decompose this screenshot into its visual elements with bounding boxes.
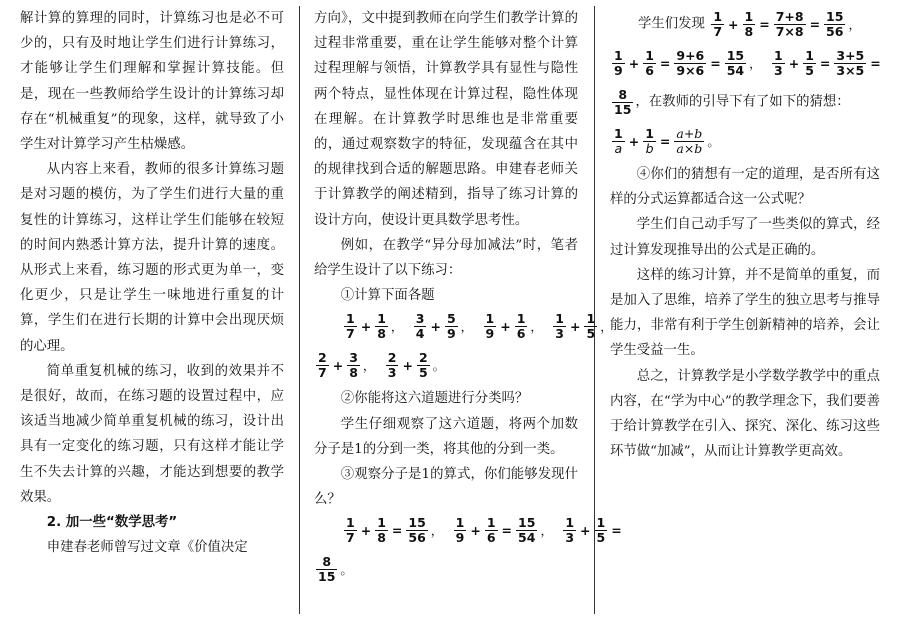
fraction: [772, 49, 785, 78]
column-divider: [299, 6, 300, 614]
math-token: 1: [774, 48, 783, 63]
math-token: 3: [565, 530, 575, 546]
math-token: 1: [596, 515, 606, 531]
math-token: 5: [446, 311, 456, 327]
math-token: a+b: [676, 126, 703, 141]
sum-line: [314, 512, 622, 551]
math-token: 9: [446, 326, 456, 342]
math-token: 7×8: [775, 24, 804, 39]
math-token: 8: [349, 365, 358, 381]
math-token: =: [659, 55, 671, 71]
math-token: 。: [432, 357, 446, 373]
column-3: [610, 6, 880, 618]
exercise-line-2: [314, 347, 578, 386]
math-token: 学生们发现: [638, 16, 705, 32]
math-token: 54: [518, 530, 536, 546]
fraction: [612, 127, 625, 156]
fraction: [375, 312, 388, 341]
math-token: ，: [430, 522, 444, 538]
math-token: 9: [455, 530, 465, 546]
math-token: =: [611, 522, 622, 538]
math-token: 3×5: [836, 63, 865, 78]
math-token: +: [402, 357, 413, 373]
math-token: 5: [418, 365, 428, 381]
math-token: ，: [749, 55, 762, 71]
fraction: [316, 351, 329, 380]
math-token: ，: [460, 318, 474, 334]
math-token: 1: [744, 9, 754, 24]
conjecture-formula: [610, 123, 880, 162]
fraction: [347, 351, 360, 380]
result-fraction: [516, 516, 537, 545]
exercise-line-1: [314, 308, 613, 347]
math-token: 3: [349, 350, 358, 366]
math-token: 15: [614, 102, 632, 117]
math-token: 2: [318, 350, 327, 366]
math-token: 1: [377, 311, 386, 327]
paragraph: 解计算的算理的同时，计算练习也是必不可少的，只有及时地让学生们进行计算练习，才能够让学生们理解和掌握计算技能。但是，现在一些教师给学生设计的计算练习却存在“机械重复”的现象，这样，就导致了小学生对计算学习产生枯燥感。: [20, 11, 284, 153]
fraction: [417, 351, 430, 380]
fraction: [643, 127, 656, 156]
math-token: 3: [555, 326, 564, 342]
fraction: [674, 127, 704, 156]
fraction: [344, 312, 357, 341]
math-token: 1: [713, 9, 723, 24]
math-token: 15: [826, 9, 844, 24]
math-token: 8: [612, 88, 633, 103]
math-token: 6: [645, 63, 654, 78]
math-token: =: [659, 133, 671, 149]
math-token: 7: [713, 24, 723, 39]
math-token: 3: [415, 311, 425, 327]
math-token: +: [470, 522, 481, 538]
exercise-prompt: ②你能将这六道题进行分类吗？: [340, 391, 529, 407]
paragraph: 例如，在教学“异分母加减法”时，笔者给学生设计了以下练习：: [314, 237, 578, 279]
math-token: =: [809, 16, 821, 32]
fraction: [643, 49, 656, 78]
math-token: 9: [614, 63, 623, 78]
math-token: 15: [726, 48, 745, 63]
math-token: ，: [390, 318, 404, 334]
math-token: +: [360, 522, 372, 538]
math-token: 6: [516, 326, 526, 342]
math-token: =: [501, 522, 513, 538]
paragraph: ④你们的猜想有一定的道理，是否所有这样的分式运算都适合这一公式呢？: [610, 167, 880, 208]
math-token: ，: [848, 16, 861, 32]
math-token: 1: [614, 48, 623, 63]
discovery-line: [610, 84, 880, 123]
math-token: 15: [318, 569, 336, 585]
fraction: [612, 88, 633, 117]
math-token: 3+5: [836, 48, 865, 63]
column-1: [20, 6, 284, 618]
math-token: 7: [318, 365, 327, 381]
math-token: +: [580, 522, 591, 538]
math-token: 1: [377, 515, 386, 531]
fraction: [484, 312, 497, 341]
math-token: a: [614, 141, 623, 156]
math-token: 。: [707, 133, 720, 149]
paragraph: 简单重复机械的练习，收到的效果并不是很好，故而，在练习题的设置过程中，应该适当地减少简单重复机械的练习，设计出具有一定变化的练习题，只有这样才能让学生不失去计算的兴趣，才能达到想要的教学效果。: [20, 363, 284, 505]
sum-line-continued: [314, 551, 578, 590]
math-token: 1: [555, 311, 564, 327]
math-token: =: [759, 16, 770, 32]
fraction: [725, 49, 746, 78]
math-token: 56: [408, 530, 426, 546]
fraction: [774, 10, 806, 39]
fraction: [584, 312, 597, 341]
fraction: [612, 49, 625, 78]
math-token: 1: [645, 126, 654, 141]
math-token: =: [391, 522, 403, 538]
discovery-line: [610, 45, 880, 84]
fraction: [563, 516, 576, 545]
math-token: 7+8: [775, 9, 804, 24]
math-token: 6: [486, 530, 496, 546]
result-fraction: [316, 555, 337, 584]
math-token: 9: [485, 326, 495, 342]
fraction: [743, 10, 756, 39]
math-token: +: [788, 55, 800, 71]
math-token: +: [570, 318, 581, 334]
math-token: 1: [346, 515, 355, 531]
math-token: =: [870, 55, 881, 71]
column-2: [314, 6, 622, 618]
math-token: 1: [645, 48, 654, 63]
paragraph: 方向》，文中提到教师在向学生们教学计算的过程非常重要，重在让学生能够对整个计算过程理解与领悟，计算教学具有显性与隐性两个特点，显性体现在计算过程，隐性体现在理解。在计算教学时思维也是非常重要的，通过观察数字的特征，发现蕴含在其中的规律找到合适的解题思路。申建春老师关于计算教学的阐述精到，指导了练习计算的设计方向，使设计更具数学思考性。: [314, 11, 578, 228]
fraction: [803, 49, 816, 78]
math-token: +: [332, 357, 344, 373]
paragraph: 总之，计算教学是小学数学教学中的重点内容，在“学为中心”的教学理念下，我们要善于给计算教学在引入、探究、深化、练习这些环节做“加减”，从而让计算教学更高效。: [610, 368, 880, 460]
math-token: ，在教师的引导下有了如下的猜想：: [635, 94, 850, 110]
fraction: [674, 49, 706, 78]
fraction: [553, 312, 566, 341]
math-token: 1: [614, 126, 623, 141]
fraction: [414, 312, 427, 341]
paragraph: 这样的练习计算，并不是简单的重复，而是加入了思维，培养了学生的独立思考与推导能力，非常有利于学生创新精神的培养，会让学生受益一生。: [610, 267, 880, 359]
math-token: 5: [805, 63, 814, 78]
fraction: [344, 516, 357, 545]
paragraph: 从内容上来看，教师的很多计算练习题是对习题的模仿，为了学生们进行大量的重复性的计算练习，这样让学生们能够在较短的时间内熟悉计算方法，提升计算的速度。从形式上来看，练习题的形式更为单一，变化更少，只是让学生一味地进行重复的计算，学生们在进行长期的计算中会出现厌烦的心理。: [20, 162, 284, 354]
fraction: [515, 312, 528, 341]
math-token: 54: [726, 63, 745, 78]
exercise-prompt: ①计算下面各题: [340, 288, 435, 304]
section-heading: 2. 加一些“数学思考”: [46, 515, 178, 531]
math-token: ，: [540, 522, 553, 538]
paragraph: 申建春老师曾写过文章《价值决定: [46, 540, 248, 556]
math-token: 8: [377, 530, 386, 546]
fraction: [454, 516, 467, 545]
math-token: 15: [518, 515, 536, 531]
math-token: +: [360, 318, 372, 334]
math-token: 1: [565, 515, 575, 531]
math-token: 1: [346, 311, 355, 327]
math-token: 1: [455, 515, 465, 531]
math-token: 8: [316, 555, 337, 570]
math-token: 1: [486, 515, 496, 531]
math-token: 1: [485, 311, 495, 327]
math-token: =: [710, 55, 721, 71]
math-token: +: [500, 318, 511, 334]
math-token: ，: [600, 318, 613, 334]
math-token: 1: [805, 48, 814, 63]
math-token: 56: [826, 24, 844, 39]
math-token: +: [628, 55, 640, 71]
math-token: 2: [387, 350, 397, 366]
math-token: 9×6: [676, 63, 705, 78]
math-token: +: [728, 16, 739, 32]
exercise-prompt: ③观察分子是1的算式，你们能够发现什么？: [314, 467, 578, 508]
math-token: 3: [387, 365, 397, 381]
math-token: +: [430, 318, 441, 334]
discovery-line: [610, 6, 880, 45]
math-token: b: [645, 141, 654, 156]
math-token: 8: [377, 326, 386, 342]
math-token: ，: [530, 318, 543, 334]
math-token: =: [819, 55, 831, 71]
math-token: 5: [586, 326, 596, 342]
fraction: [445, 312, 458, 341]
math-token: 1: [516, 311, 526, 327]
paragraph: 学生仔细观察了这六道题，将两个加数分子是1的分到一类，将其他的分到一类。: [314, 416, 578, 457]
fraction: [595, 516, 608, 545]
math-token: 8: [744, 24, 754, 39]
fraction: [386, 351, 399, 380]
math-token: 15: [408, 515, 426, 531]
math-token: 7: [346, 530, 355, 546]
fraction: [824, 10, 845, 39]
fraction: [711, 10, 724, 39]
math-token: 2: [418, 350, 428, 366]
math-token: 9+6: [676, 48, 705, 63]
math-token: ，: [362, 357, 376, 373]
fraction: [375, 516, 388, 545]
fraction: [485, 516, 498, 545]
paragraph: 学生们自己动手写了一些类似的算式，经过计算发现推导出的公式是正确的。: [610, 217, 880, 258]
result-fraction: [406, 516, 427, 545]
math-token: 4: [415, 326, 425, 342]
math-token: 7: [346, 326, 355, 342]
fraction: [834, 49, 866, 78]
math-token: 1: [586, 311, 596, 327]
math-token: 。: [340, 561, 353, 577]
math-token: 5: [596, 530, 606, 546]
math-token: 3: [774, 63, 783, 78]
math-token: +: [628, 133, 640, 149]
math-token: a×b: [676, 141, 703, 156]
